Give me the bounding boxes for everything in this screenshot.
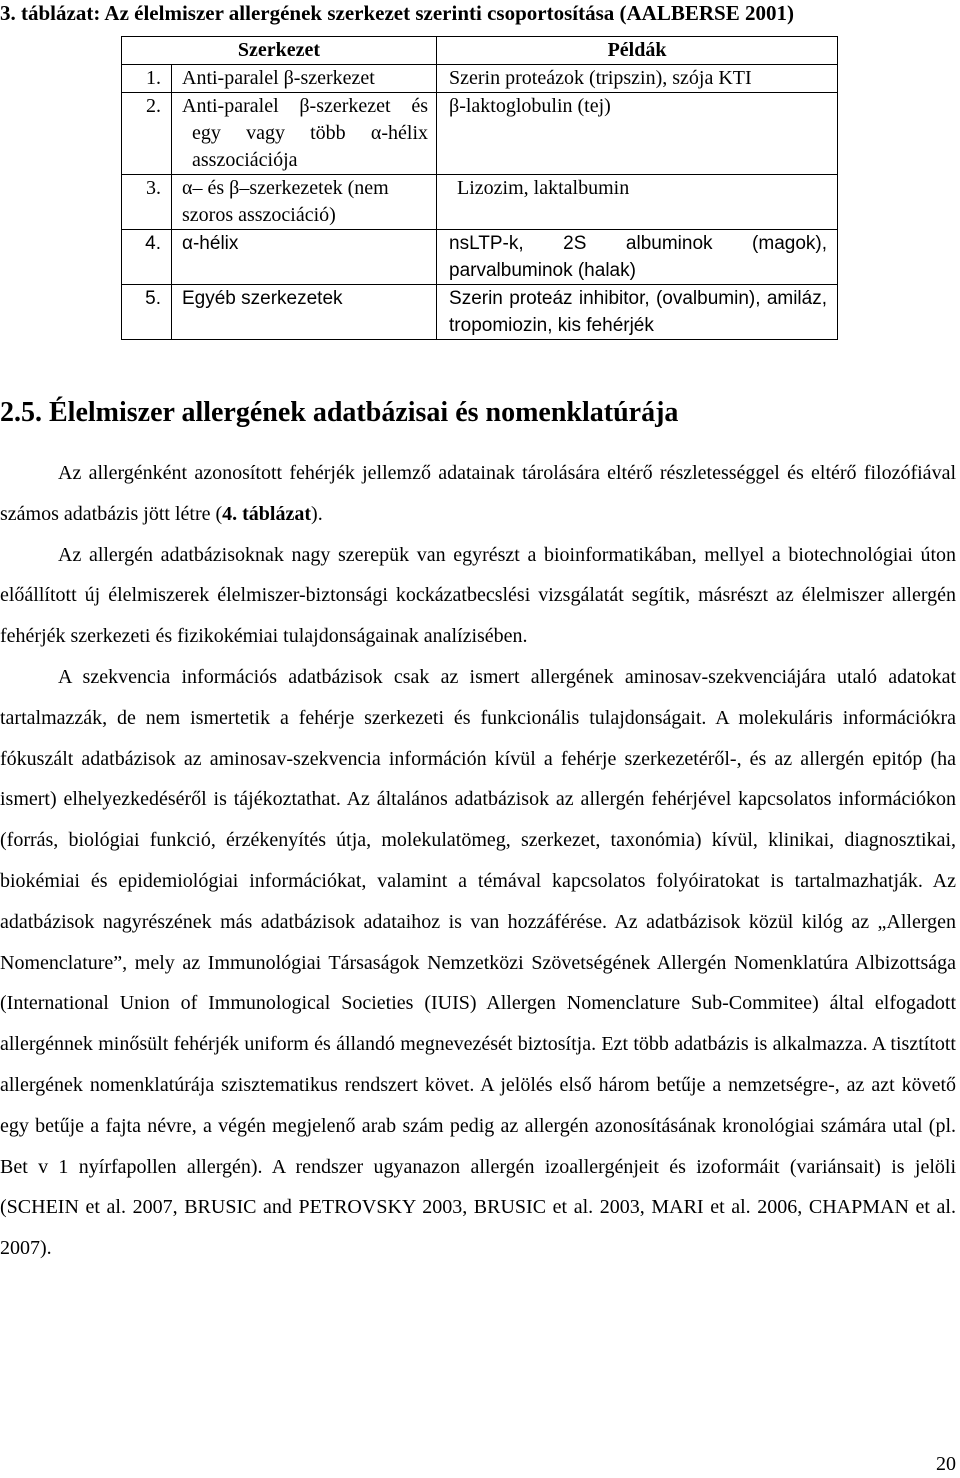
paragraph: Az allergén adatbázisoknak nagy szerepük van egyrészt a bioinformatikában, mellyel a biotechnológiai úton előállított új élelmiszerek élelmiszer-biztonsági kockázatbecslési vizsgálatát segítik, másrészt az élelmiszer allergén fehérjék szerkezeti és fizikokémiai tulajdonságainak analízisében. [0, 543, 956, 648]
allergen-structure-table [121, 36, 838, 340]
section-title: 2.5. Élelmiszer allergének adatbázisai és nomenklatúrája [0, 397, 679, 428]
table-row [122, 93, 838, 175]
body-text [0, 453, 956, 1269]
row-structure: Anti-paralel β-szerkezet és egy vagy több α-hélix asszociációja [172, 93, 437, 175]
row-number: 2. [122, 93, 172, 175]
row-structure: Egyéb szerkezetek [172, 285, 437, 340]
table-reference: 4. táblázat [222, 502, 312, 525]
header-structure: Szerkezet [122, 37, 437, 65]
table-row [122, 285, 838, 340]
row-examples: Szerin proteáz inhibitor, (ovalbumin), amiláz, tropomiozin, kis fehérjék [437, 285, 838, 340]
row-examples: β-laktoglobulin (tej) [437, 93, 838, 175]
paragraph-text: Az allergénként azonosított fehérjék jellemző adatainak tárolására eltérő részletességgel és eltérő filozófiával számos adatbázis jött létre ( [0, 462, 956, 525]
row-number: 5. [122, 285, 172, 340]
page-number: 20 [936, 1453, 956, 1475]
table-row [122, 230, 838, 285]
row-number: 1. [122, 65, 172, 93]
table-header-row [122, 37, 838, 65]
paragraph: A szekvencia információs adatbázisok csak az ismert allergének aminosav-szekvenciájára utaló adatokat tartalmazzák, de nem ismertetik a fehérje szerkezeti és funkcionális tulajdonságait. A molekuláris információkra fókuszált adatbázisok az aminosav-szekvencia információn kívül a fehérje szerkezetéről-, és az allergén epitóp (ha ismert) elhelyezkedéséről is tájékoztathat. Az általános adatbázisok az allergén fehérjével kapcsolatos információkon (forrás, biológiai funkció, érzékenyítés útja, molekulatömeg, szerkezet, taxonómia) kívül, klinikai, diagnosztikai, biokémiai és epidemiológiai információkat, valamint a témával kapcsolatos folyóiratokat is tartalmazhatják. Az adatbázisok nagyrészének más adatbázisok adataihoz is van hozzáférése. Az adatbázisok közül kilóg az „Allergen Nomenclature”, mely az Immunológiai Társaságok Nemzetközi Szövetségének Allergén Nomenklatúra Albizottsága (International Union of Immunological Societies (IUIS) Allergen Nomenclature Sub-Commitee) által elfogadott allergénnek minősült fehérjék uniform és állandó megnevezését biztosítja. Ezt több adatbázis is alkalmazza. A tisztított allergének nomenklatúrája szisztematikus rendszert követ. A jelölés első három betűje a nemzetségre-, az azt követő egy betűje a fajta névre, a végén megjelenő arab szám pedig az allergén azonosításának kronológiai számára utal (pl. Bet v 1 nyírfapollen allergén). A rendszer ugyanazon allergén izoallergénjeit és izoformáit (variánsait) is jelöli (SCHEIN et al. 2007, BRUSIC and PETROVSKY 2003, BRUSIC et al. 2003, MARI et al. 2006, CHAPMAN et al. 2007). [0, 665, 956, 1260]
table-row [122, 175, 838, 230]
row-examples: nsLTP-k, 2S albuminok (magok), parvalbuminok (halak) [437, 230, 838, 285]
table-caption: 3. táblázat: Az élelmiszer allergének szerkezet szerinti csoportosítása (AALBERSE 2001) [0, 1, 794, 25]
table-row [122, 65, 838, 93]
header-examples: Példák [437, 37, 838, 65]
row-structure: Anti-paralel β-szerkezet [172, 65, 437, 93]
paragraph-text: ). [311, 502, 323, 525]
row-structure: α-hélix [172, 230, 437, 285]
row-number: 3. [122, 175, 172, 230]
row-examples: Lizozim, laktalbumin [437, 175, 838, 230]
row-examples: Szerin proteázok (tripszin), szója KTI [437, 65, 838, 93]
row-structure: α– és β–szerkezetek (nem szoros asszociáció) [172, 175, 437, 230]
row-number: 4. [122, 230, 172, 285]
paragraph [0, 453, 956, 535]
